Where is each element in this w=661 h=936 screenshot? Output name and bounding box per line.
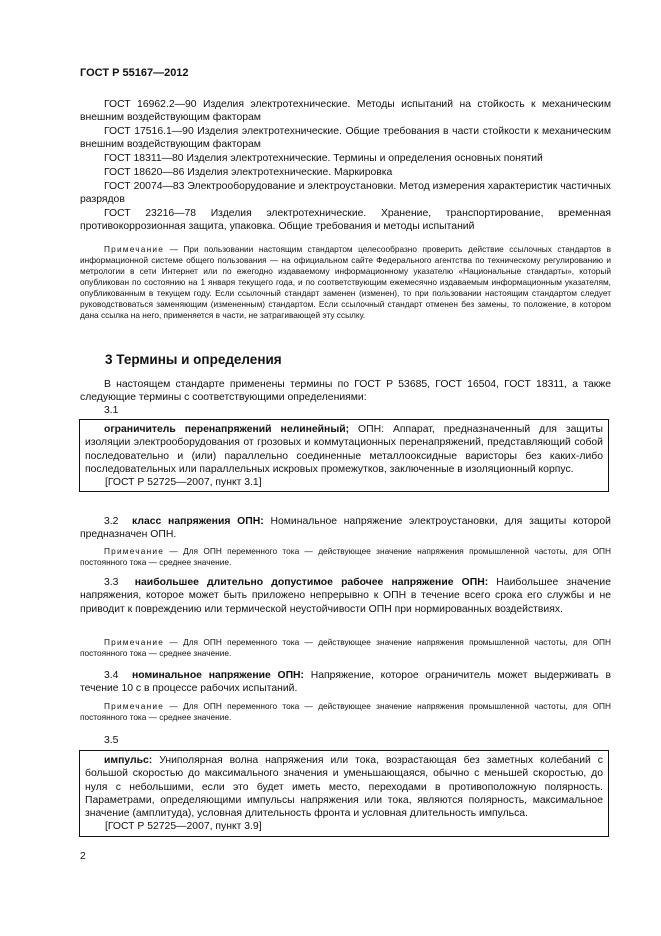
- term-definition: Униполярная волна напряжения или тока, возрастающая без заметных колебаний с большой скоростью до максимального значения и уменьшающаяся, обычно с меньшей скоростью, до нуля с небольшими, если это будет иметь место, переходами в противоположную полярность. Параметрами, определяющими импульсы напряжения или тока, являются полярность, максимальное значение (амплитуда), условная длительность фронта и условная длительность импульса.: [85, 755, 603, 820]
- term-note: [80, 637, 611, 659]
- term-definition: Напряжение, которое ограничитель может выдерживать в течение 10 с в процессе рабочих испытаний.: [80, 670, 612, 695]
- term-definition: Номинальное напряжение электроустановки, для защиты которой предназначен ОПН.: [80, 516, 611, 541]
- note-text: — При пользовании настоящим стандартом целесообразно проверить действие ссылочных стандартов в информационной системе общего пользования — на официальном сайте Федерального агентства по техническому регулированию и метрологии в сети Интернет или по ежегодно издаваемому информационному указателю «Национальные стандарты», который опубликован по состоянию на 1 января текущего года, и по соответствующим ежемесячно издаваемым информационным указателям, опубликованным в текущем году. Если ссылочный стандарт заменен (изменен), то при пользовании настоящим стандартом следует руководствоваться заменяющим (измененным) стандартом. Если ссылочный стандарт отменен без замены, то положение, в котором дана ссылка на него, применяется в части, не затрагивающей эту ссылку.: [80, 244, 611, 320]
- term-name: номинальное напряжение ОПН:: [131, 670, 305, 681]
- section-intro: В настоящем стандарте применены термины по ГОСТ Р 53685, ГОСТ 16504, ГОСТ 18311, а также следующие термины с соответствующими определениями:: [80, 379, 611, 404]
- term-name: ограничитель перенапряжений нелинейный;: [104, 424, 350, 435]
- term-number: 3.4: [104, 670, 119, 681]
- note-text: — Для ОПН переменного тока — действующее значение напряжения промышленной частоты, для ОПН постоянного тока — среднее значение.: [80, 701, 611, 722]
- term-name: импульс:: [104, 755, 153, 766]
- term-definition-box: [79, 750, 609, 837]
- term-3-4: [80, 669, 611, 696]
- note-label: Примечание: [104, 637, 165, 647]
- term-number: 3.1: [104, 405, 119, 416]
- term-name: класс напряжения ОПН:: [132, 516, 264, 527]
- references-note: [80, 244, 611, 321]
- page-number: 2: [80, 851, 86, 862]
- term-definition: ОПН: Аппарат, предназначенный для защиты изоляции электрооборудования от грозовых и коммутационных перенапряжений, представляющий собой последовательно и (или) параллельно соединенные металлооксидные варисторы без каких-либо последовательных или параллельных искровых промежутков, заключенные в изоляционный корпус.: [85, 424, 603, 475]
- term-number: 3.5: [104, 735, 119, 746]
- reference-item: ГОСТ 17516.1—90 Изделия электротехнические. Общие требования в части стойкости к механическим внешним воздействующим факторам: [80, 126, 611, 151]
- document-header: ГОСТ Р 55167—2012: [80, 67, 189, 79]
- note-text: — Для ОПН переменного тока — действующее значение напряжения промышленной частоты, для ОПН постоянного тока — среднее значение.: [80, 637, 611, 658]
- reference-item: ГОСТ 18311—80 Изделия электротехнические. Термины и определения основных понятий: [104, 153, 543, 164]
- term-name: наибольшее длительно допустимое рабочее напряжение ОПН:: [134, 577, 489, 588]
- term-source: [ГОСТ Р 52725—2007, пункт 3.1]: [105, 477, 262, 489]
- term-note: [80, 701, 611, 723]
- reference-item: ГОСТ 18620—86 Изделия электротехнические. Маркировка: [104, 167, 393, 178]
- note-label: Примечание: [104, 244, 165, 254]
- term-number: 3.3: [104, 577, 119, 588]
- reference-item: ГОСТ 23216—78 Изделия электротехнические. Хранение, транспортирование, временная противокоррозионная защита, упаковка. Общие требования и методы испытаний: [80, 208, 611, 233]
- term-3-2: [80, 515, 611, 542]
- term-source: [ГОСТ Р 52725—2007, пункт 3.9]: [105, 821, 262, 833]
- term-3-3: [80, 576, 611, 616]
- term-definition: Наибольшее значение напряжения, которое может быть приложено непрерывно к ОПН в течение всего срока его службы и не приводит к повреждению или термической неустойчивости ОПН при нормированных воздействиях.: [80, 577, 611, 615]
- reference-item: ГОСТ 20074—83 Электрооборудование и электроустановки. Метод измерения характеристик частичных разрядов: [80, 181, 611, 206]
- term-number: 3.2: [104, 516, 119, 527]
- term-definition-box: [79, 419, 609, 492]
- reference-item: ГОСТ 16962.2—90 Изделия электротехнические. Методы испытаний на стойкость к механическим внешним воздействующим факторам: [80, 99, 611, 124]
- note-label: Примечание: [104, 701, 165, 711]
- section-heading: 3 Термины и определения: [105, 352, 282, 367]
- note-label: Примечание: [104, 546, 165, 556]
- note-text: — Для ОПН переменного тока — действующее значение напряжения промышленной частоты, для ОПН постоянного тока — среднее значение.: [80, 546, 611, 567]
- term-note: [80, 546, 611, 568]
